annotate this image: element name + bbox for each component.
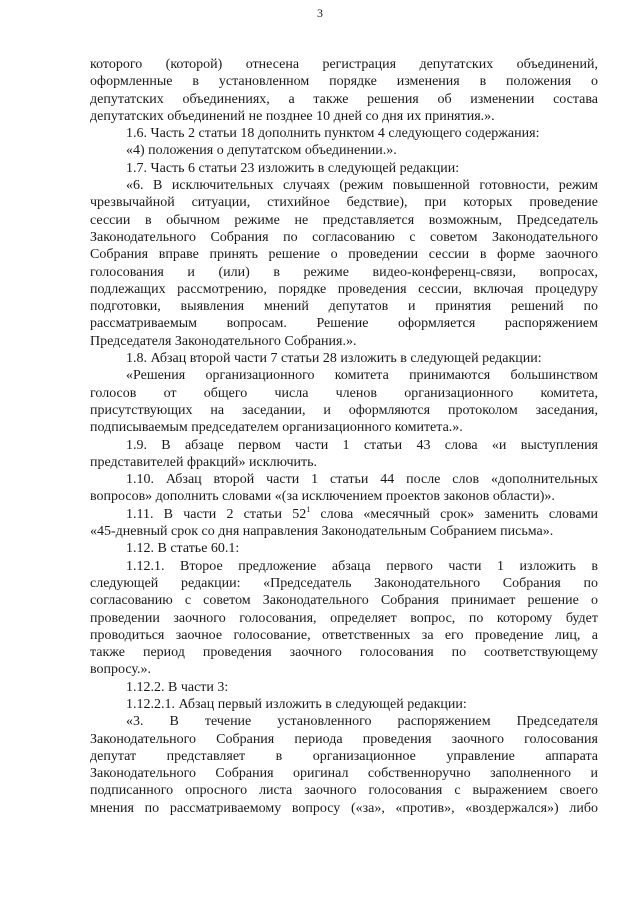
text-line: 1.12. В статье 60.1:	[126, 541, 240, 557]
document-body	[90, 56, 598, 817]
text-line: 1.9. В абзаце первом части 1 статьи 43 слова «и выступления	[126, 437, 598, 453]
text-line: «3. В течение установленного распоряжением Председателя	[126, 714, 598, 730]
text-line: Председателя Законодательного Собрания.».	[90, 333, 357, 349]
text-line: вопросов» дополнить словами «(за исключением проектов законов области)».	[90, 489, 555, 505]
text-line: сессии в обычном режиме не представляется возможным, Председатель	[90, 212, 598, 228]
text-line: голосов от общего числа членов организационного комитета,	[90, 385, 598, 401]
text-line: чрезвычайной ситуации, стихийное бедствие), при которых проведение	[90, 195, 598, 211]
text-line: подготовки, выявления мнений депутатов и принятия решений по	[90, 299, 598, 315]
text-line: «6. В исключительных случаях (режим повышенной готовности, режим	[126, 178, 598, 194]
superscript-one: 1	[306, 505, 311, 514]
text-line: подлежащих рассмотрению, порядке проведения сессии, включая процедуру	[90, 281, 598, 297]
text-line: представителей фракций» исключить.	[90, 454, 318, 470]
page-number: 3	[317, 6, 323, 20]
text-line: Законодательного Собрания оригинал собственноручно заполненного и	[90, 766, 598, 782]
text-line: Законодательного Собрания периода проведения заочного голосования	[90, 731, 598, 747]
text-line: вопросу.».	[90, 662, 151, 678]
text-line: 1.8. Абзац второй части 7 статьи 28 изложить в следующей редакции:	[126, 351, 542, 367]
text-line: Законодательного Собрания по согласованию с советом Законодательного	[90, 229, 598, 245]
text-line: депутатских объединений не позднее 10 дней со дня их принятия.».	[90, 108, 495, 124]
text-line: проведении заочного голосования, определяет вопрос, по которому будет	[90, 610, 598, 626]
text-line: подписанного опросного листа заочного голосования с выражением своего	[90, 783, 598, 799]
text-line: которого (которой) отнесена регистрация депутатских объединений,	[90, 57, 598, 72]
text-line: депутат представляет в организационное управление аппарата	[90, 748, 598, 764]
text-line: 1.7. Часть 6 статьи 23 изложить в следующей редакции:	[126, 160, 460, 176]
text-line: депутатских объединениях, а также решения об изменении состава	[90, 91, 598, 107]
text-line: 1.11. В части 2 статьи $52^1$ слова «месячный срок» заменить словами	[126, 505, 598, 522]
text-line: согласованию с советом Законодательного Собрания принимает решение о	[90, 593, 598, 609]
text-line: 1.6. Часть 2 статьи 18 дополнить пунктом 4 следующего содержания:	[126, 126, 540, 142]
text-line: «Решения организационного комитета принимаются большинством	[126, 368, 598, 384]
text-line: 1.12.2. В части 3:	[126, 679, 229, 695]
text-line: также период проведения заочного голосования по соответствующему	[90, 645, 598, 661]
text-line: 1.12.2.1. Абзац первый изложить в следующей редакции:	[126, 696, 467, 712]
text-line: голосования и (или) в режиме видео-конференц-связи, вопросах,	[90, 264, 598, 280]
text-line: «45-дневный срок со дня направления Законодательным Собранием письма».	[90, 524, 554, 540]
text-line: «4) положения о депутатском объединении.».	[126, 143, 397, 159]
text-line: подписываемым председателем организационного комитета.».	[90, 420, 463, 436]
text-line: присутствующих на заседании, и оформляются протоколом заседания,	[90, 402, 598, 418]
text-line: оформленные в установленном порядке изменения в положения о	[90, 74, 598, 90]
text-line: 1.10. Абзац второй части 1 статьи 44 после слов «дополнительных	[126, 472, 598, 488]
text-line: 1.12.1. Второе предложение абзаца первого части 1 изложить в	[126, 558, 598, 574]
text-line: следующей редакции: «Председатель Законодательного Собрания по	[90, 575, 598, 591]
text-line: мнения по рассматриваемому вопросу («за», «против», «воздержался») либо	[90, 800, 598, 816]
text-line: проводиться заочное голосование, ответственных за его проведение лиц, а	[90, 627, 598, 643]
text-line: Собрания вправе принять решение о проведении сессии в форме заочного	[90, 247, 598, 263]
text-line: рассматриваемым вопросам. Решение оформляется распоряжением	[90, 316, 598, 332]
